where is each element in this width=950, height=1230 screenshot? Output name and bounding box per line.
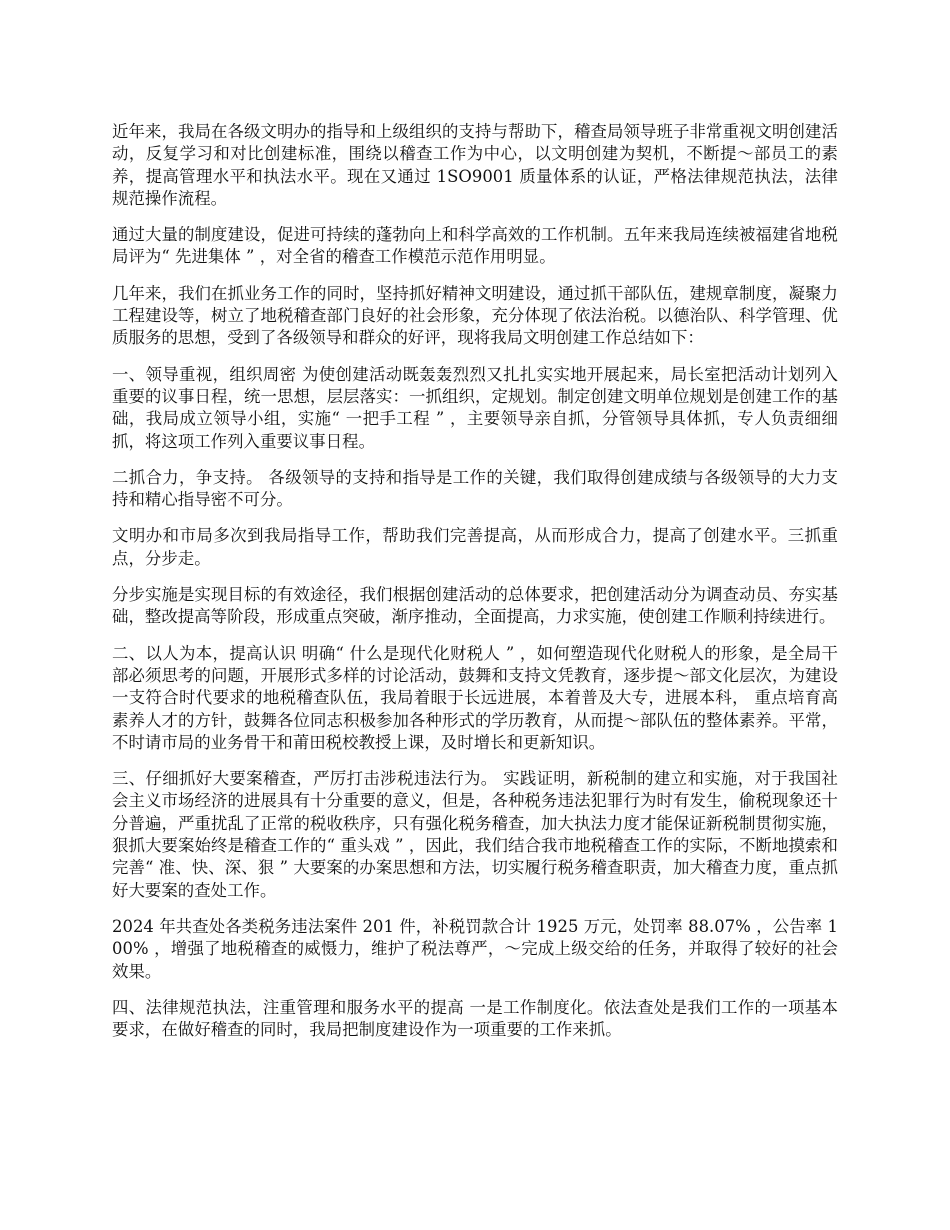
paragraph-leadership: 一、领导重视，组织周密 为使创建活动既轰轰烈烈又扎扎实实地开展起来，局长室把活动计划列入重要的议事日程，统一思想，层层落实：一抓组织，定规划。制定创建文明单位规划是创建工作的基础，我局成立领导小组，实施“ 一把手工程 ” ，主要领导亲自抓，分管领导具体抓，专人负责细细抓，将这项工作列入重要议事日程。: [112, 364, 838, 451]
paragraph-major-cases: 三、仔细抓好大要案稽查，严厉打击涉税违法行为。 实践证明，新税制的建立和实施，对于我国社会主义市场经济的进展具有十分重要的意义，但是，各种税务违法犯罪行为时有发生，偷税现象还十分普遍，严重扰乱了正常的税收秩序，只有强化税务稽查，加大执法力度才能保证新税制贯彻实施，狠抓大要案始终是稽查工作的“ 重头戏 ” ，因此，我们结合我市地税稽查工作的实际，不断地摸索和完善“ 准、快、深、狠 ” 大要案的办案思想和方法，切实履行税务稽查职责，加大稽查力度，重点抓好大要案的查处工作。: [112, 769, 838, 900]
paragraph-step-by-step: 分步实施是实现目标的有效途径，我们根据创建活动的总体要求，把创建活动分为调查动员、夯实基础，整改提高等阶段，形成重点突破，渐序推动，全面提高，力求实施，使创建工作顺利持续进行。: [112, 585, 838, 627]
paragraph-guidance: 文明办和市局多次到我局指导工作，帮助我们完善提高，从而形成合力，提高了创建水平。三抓重点，分步走。: [112, 526, 838, 568]
paragraph-statistics: 2024 年共查处各类税务违法案件 201 件，补税罚款合计 1925 万元，处罚率 88.07% ，公告率 100% ，增强了地税稽查的威慑力，维护了税法尊严，～完成上级交给的任务，并取得了较好的社会效果。: [112, 916, 838, 981]
paragraph-intro: 近年来，我局在各级文明办的指导和上级组织的支持与帮助下，稽查局领导班子非常重视文明创建活动，反复学习和对比创建标准，围绕以稽查工作为中心，以文明创建为契机，不断提～部员工的素养，提高管理水平和执法水平。现在又通过 1SO9001 质量体系的认证，严格法律规范执法，法律规范操作流程。: [112, 122, 838, 208]
paragraph-spiritual-civilization: 几年来，我们在抓业务工作的同时，坚持抓好精神文明建设，通过抓干部队伍，建规章制度，凝聚力工程建设等，树立了地税稽查部门良好的社会形象，充分体现了依法治税。以德治队、科学管理、优质服务的思想，受到了各级领导和群众的好评，现将我局文明创建工作总结如下：: [112, 283, 838, 348]
paragraph-people-oriented: 二、以人为本，提高认识 明确“ 什么是现代化财税人 ” ，如何塑造现代化财税人的形象，是全局干部必须思考的问题，开展形式多样的讨论活动，鼓舞和支持文凭教育，逐步提～部文化层次，为建设一支符合时代要求的地税稽查队伍，我局着眼于长远进展，本着普及大专，进展本科， 重点培育高素养人才的方针，鼓舞各位同志积极参加各种形式的学历教育，从而提～部队伍的整体素养。平常，不时请市局的业务骨干和莆田税校教授上课，及时增长和更新知识。: [112, 643, 838, 752]
paragraph-joint-effort: 二抓合力，争支持。 各级领导的支持和指导是工作的关键，我们取得创建成绩与各级领导的大力支持和精心指导密不可分。: [112, 467, 838, 510]
paragraph-law-enforcement: 四、法律规范执法，注重管理和服务水平的提高 一是工作制度化。依法查处是我们工作的一项基本要求，在做好稽查的同时，我局把制度建设作为一项重要的工作来抓。: [112, 997, 838, 1040]
paragraph-system-building: 通过大量的制度建设，促进可持续的蓬勃向上和科学高效的工作机制。五年来我局连续被福建省地税局评为“ 先进集体 ” ，对全省的稽查工作模范示范作用明显。: [112, 225, 838, 267]
